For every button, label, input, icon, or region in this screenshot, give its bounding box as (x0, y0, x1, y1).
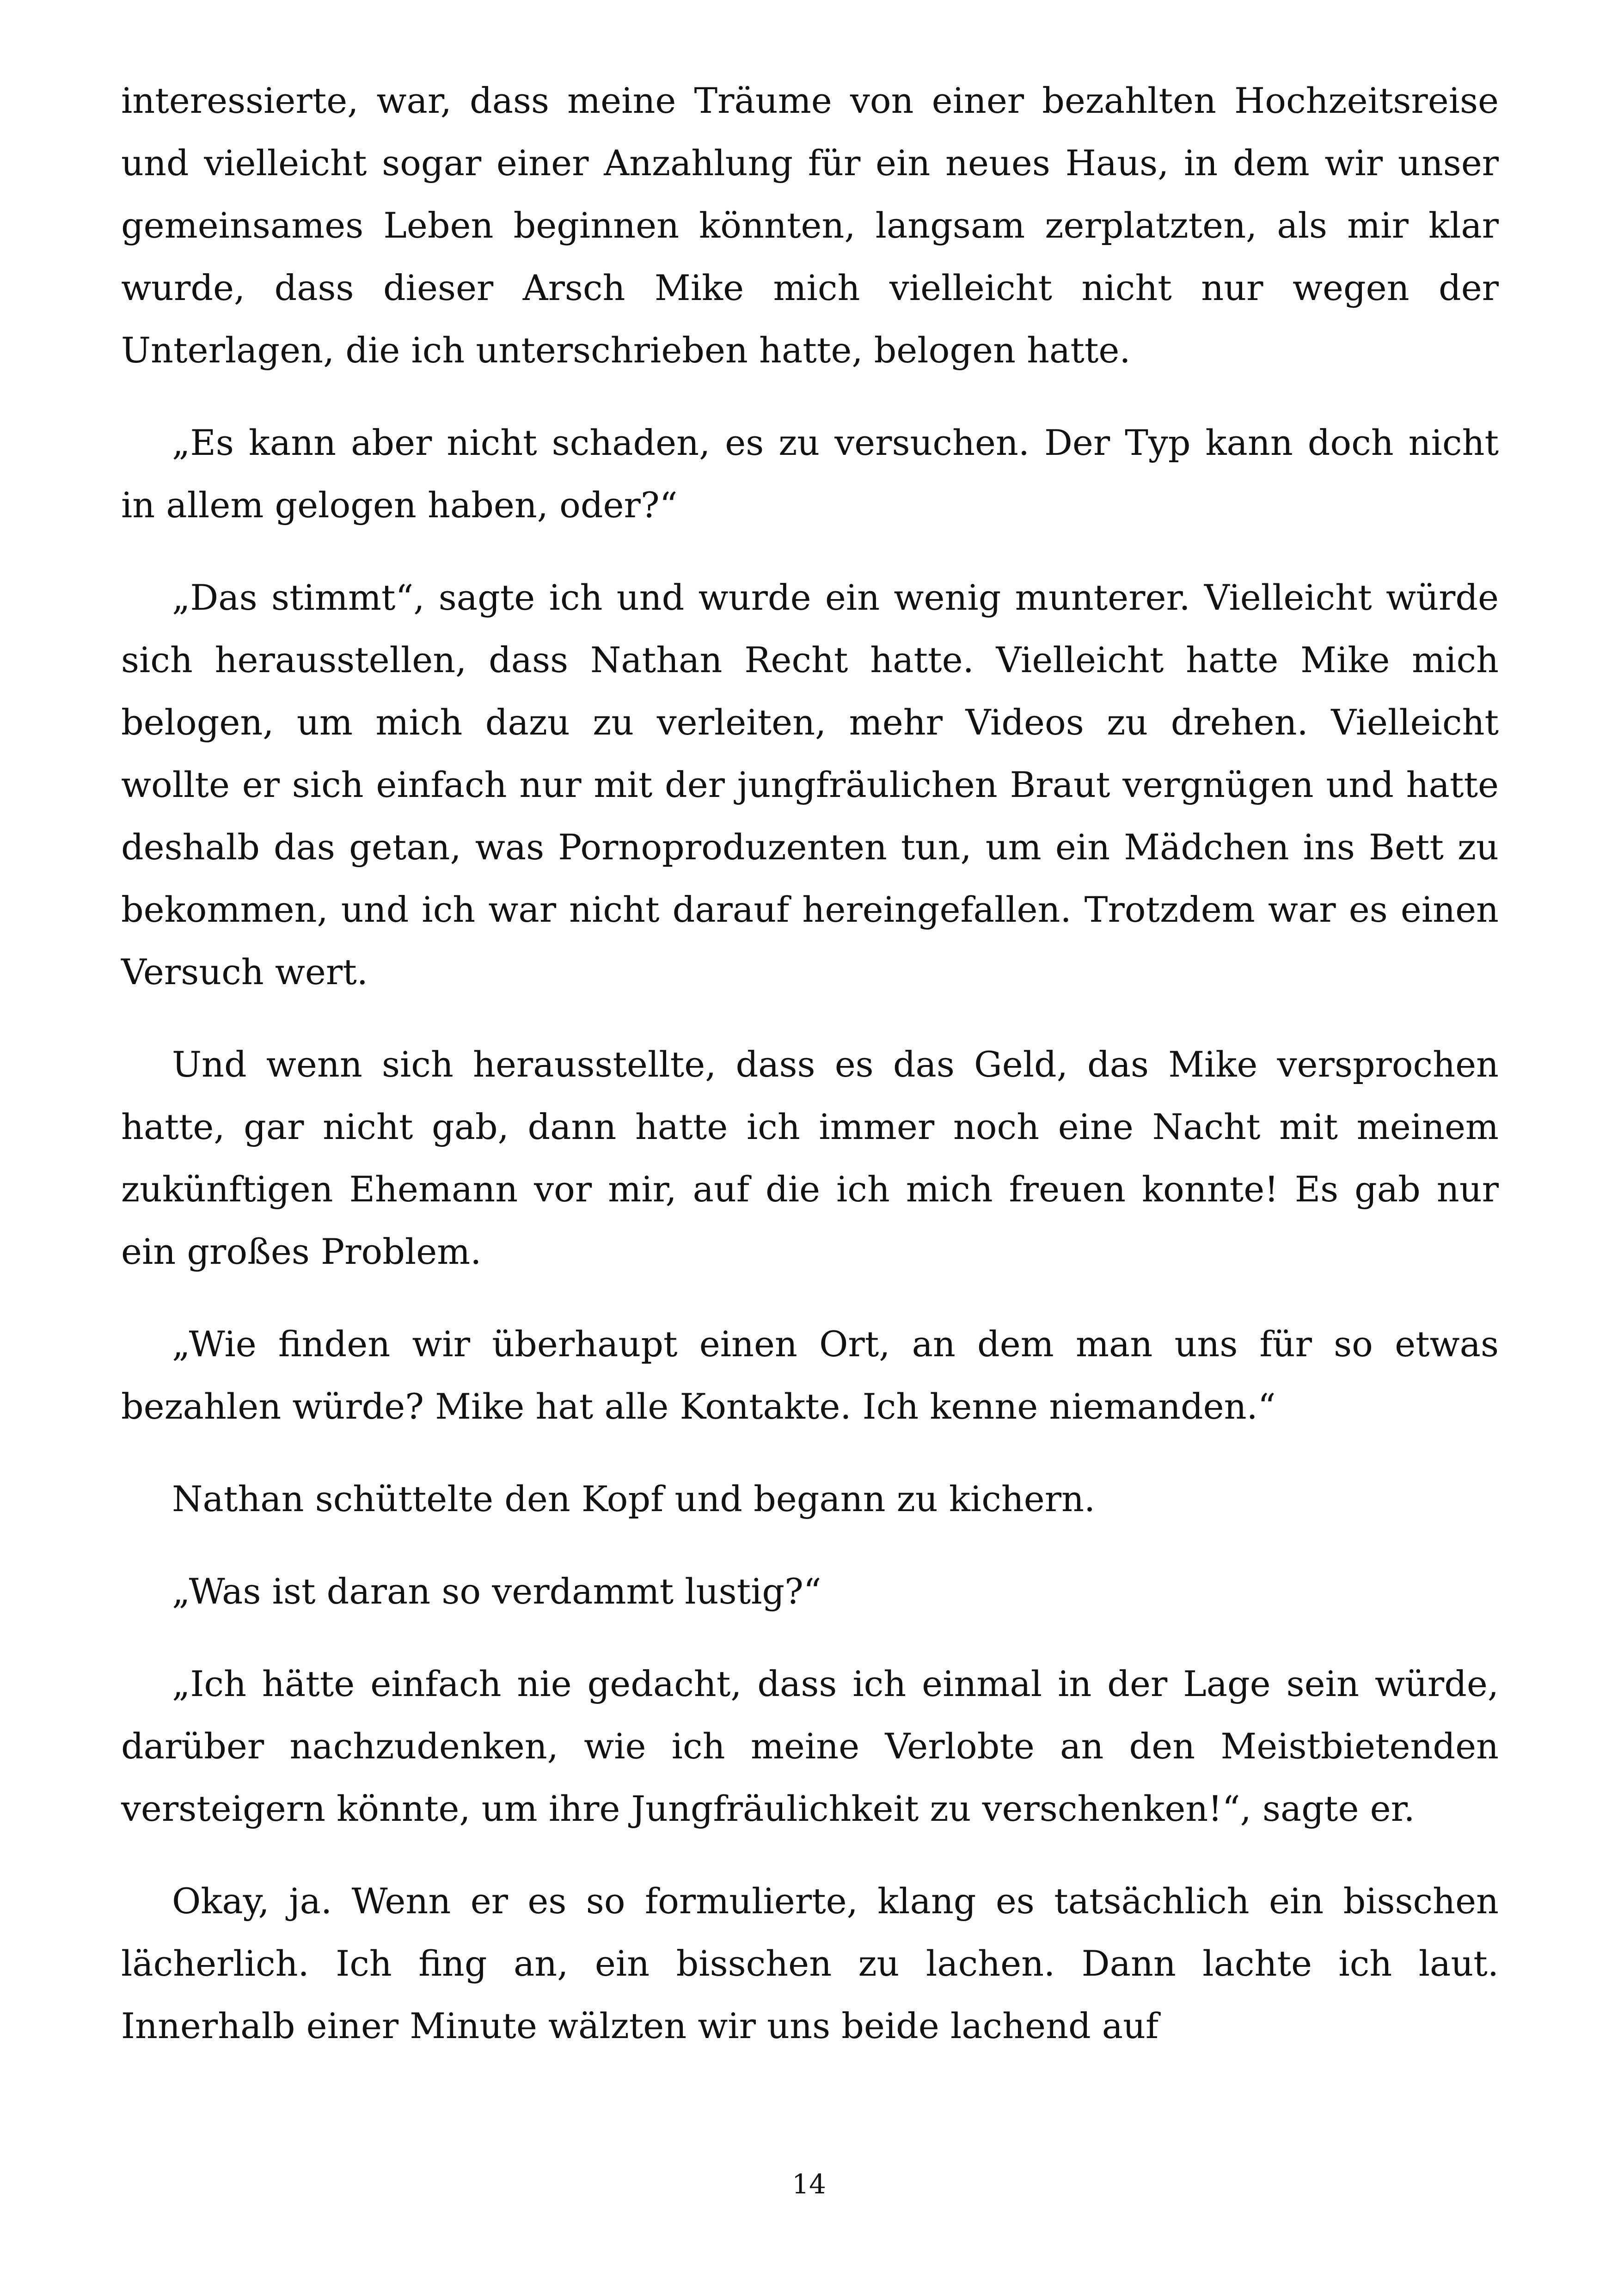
paragraph: „Es kann aber nicht schaden, es zu versuchen. Der Typ kann doch nicht in allem gelogen haben, oder?“ (121, 422, 1499, 526)
paragraph: „Ich hätte einfach nie gedacht, dass ich einmal in der Lage sein würde, darüber nachzudenken, wie ich meine Verlobte an den Meistbietenden versteigern könnte, um ihre Jungfräulichkeit zu verschenken!“, sagte er. (121, 1663, 1499, 1829)
page-number: 14 (792, 2168, 826, 2200)
paragraph: Nathan schüttelte den Kopf und begann zu kichern. (172, 1478, 1096, 1519)
paragraph: „Das stimmt“, sagte ich und wurde ein wenig munterer. Vielleicht würde sich herausstellen, dass Nathan Recht hatte. Vielleicht hatte Mike mich belogen, um mich dazu zu verleiten, mehr Videos zu drehen. Vielleicht wollte er sich einfach nur mit der jungfräulichen Braut vergnügen und hatte deshalb das getan, was Pornoproduzenten tun, um ein Mädchen ins Bett zu bekommen, und ich war nicht darauf hereingefallen. Trotzdem war es einen Versuch wert. (121, 577, 1499, 992)
paragraph: Okay, ja. Wenn er es so formulierte, klang es tatsächlich ein bisschen lächerlich. Ich fing an, ein bisschen zu lachen. Dann lachte ich laut. Innerhalb einer Minute wälzten wir uns beide lachend auf (121, 1880, 1499, 2046)
paragraph: interessierte, war, dass meine Träume von einer bezahlten Hochzeitsreise und vielleicht sogar einer Anzahlung für ein neues Haus, in dem wir unser gemeinsames Leben beginnen könnten, langsam zerplatzten, als mir klar wurde, dass dieser Arsch Mike mich vielleicht nicht nur wegen der Unterlagen, die ich unterschrieben hatte, belogen hatte. (121, 80, 1499, 371)
paragraph: Und wenn sich herausstellte, dass es das Geld, das Mike versprochen hatte, gar nicht gab, dann hatte ich immer noch eine Nacht mit meinem zukünftigen Ehemann vor mir, auf die ich mich freuen konnte! Es gab nur ein großes Problem. (121, 1044, 1499, 1272)
paragraph: „Wie finden wir überhaupt einen Ort, an dem man uns für so etwas bezahlen würde? Mike hat alle Kontakte. Ich kenne niemanden.“ (121, 1323, 1499, 1427)
paragraph: „Was ist daran so verdammt lustig?“ (172, 1571, 821, 1612)
body-text (121, 69, 1499, 2057)
